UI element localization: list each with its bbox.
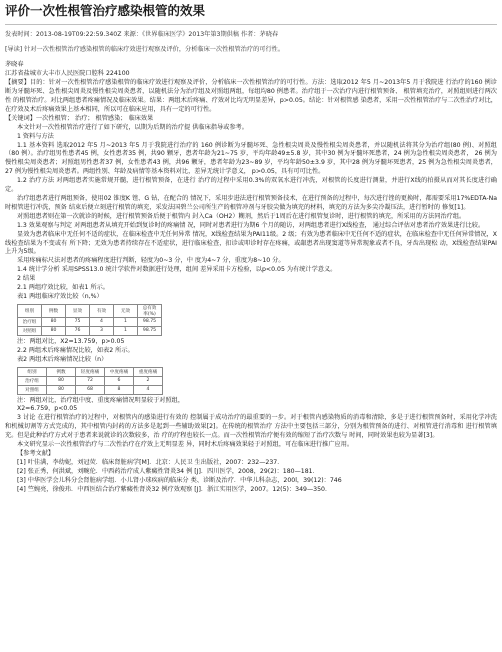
observation-paragraph: 1.3 效果观察与判定 对两组患者从填充开始到复诊时的疼痛情 况，同时对患者进行为期6 个月的随访，对两组患者进行X线检查， 通过综合评估对患者治疗效果进行比较。 — [17, 221, 485, 229]
section-heading-materials: 1 资料与方法 — [17, 132, 54, 140]
reference-item: [2] 张正秀，何洪斌，刘畹伦．中西药治疗成人紫癜性肾炎34 例 [J]．四川医学，2008，29(2)：180—181． — [17, 467, 319, 475]
table1-note: 注：两组对比，X2=13.759，p>0.05 — [17, 337, 125, 345]
table-cell: 80 — [42, 326, 66, 335]
table-cell: 4 — [90, 317, 114, 326]
table-cell: 80 — [47, 376, 76, 385]
intro-paragraph: 本文针对一次性根管治疗进行了如下研究，以期为后期的治疗提 供临床指导或参考。 — [17, 123, 248, 131]
table-cell: 3 — [90, 326, 114, 335]
table-header-row — [18, 304, 162, 317]
table2-statistic: X2=6.759，p<0.05 — [17, 405, 78, 413]
treatment-method-paragraph: 1.2 治疗方法 对两组患者实施常规开髓，进行根管预备，在进行 治疗的过程中采用0.3%的双氧水进行冲洗，对根管的长度进行测量，并进行X线的拍摄从而对其长度进行确定。 — [5, 177, 497, 194]
title-divider — [5, 24, 497, 25]
conclusion-paragraph: 本文研究显示一次性根管治疗与二次性治疗在疗效上无明显差 异，同时术后疼痛效果轻于对照组，可在临床进行推广应用。 — [17, 441, 354, 449]
table-cell: 对照组 — [18, 326, 42, 335]
table-header-cell: 组别 — [18, 367, 47, 376]
table-header-row — [18, 367, 163, 376]
author-affiliation: 江苏省盐城市大丰市人民医院口腔科 224100 — [5, 70, 130, 78]
references-heading: 【参考文献】 — [17, 450, 55, 457]
statistics-paragraph: 1.4 统计学分析 采用SPSS13.0 统计学软件对数据进行处理，组间 差异采用卡方检验，以p<0.05 为有统计学意义。 — [17, 266, 337, 274]
pain-table — [17, 367, 163, 395]
table-cell: 68 — [76, 385, 105, 394]
control-group-paragraph: 对照组患者则在第一次就诊的时候，进行根管预备后便于根管内 封入Ca（OH2）糊剂，然后于1周后在进行根管复诊时，进行根管的填充，所采用的方法同治疗组。 — [17, 212, 466, 220]
pain-scale-paragraph: 采用疼痛标尺法对患者的疼痛程度进行判断，轻度为0~3 分，中 度为4~7 分，重度为8~10 分。 — [17, 257, 285, 265]
table-cell: 80 — [47, 385, 76, 394]
table-header-cell: 显效 — [66, 304, 90, 317]
table-header-cell: 有效 — [90, 304, 114, 317]
table-row — [18, 376, 163, 385]
table-cell: 72 — [76, 376, 105, 385]
efficacy-table — [17, 304, 162, 336]
author-name: 茅晓春 — [5, 61, 24, 69]
table2-note: 注：两组对比，治疗组中度、重度疼痛情况明显较于对照组， — [17, 396, 185, 404]
table-cell: 1 — [114, 326, 138, 335]
table-cell: 98.75 — [138, 326, 162, 335]
table-cell: 75 — [66, 317, 90, 326]
table-cell: 8 — [105, 385, 134, 394]
publication-meta: 发表时间：2013-08-19T09:22:59.340Z 来源：《世界临床医学》2013年第3期供稿 作者：茅晓春 — [5, 31, 279, 39]
reference-item: [4] 竺婉亮，徐俊玮．中西医结合治疗紫癜性肾炎32 例疗效观察 [J]．浙江实用医学，2007。12(5)：349—350． — [17, 485, 332, 493]
table-row — [18, 385, 163, 394]
table-cell: 76 — [66, 326, 90, 335]
table-cell: 98.75 — [138, 317, 162, 326]
table-header-cell: 中度疼痛 — [105, 367, 134, 376]
article-page — [0, 3, 502, 652]
table-cell: 治疗组 — [18, 376, 47, 385]
discussion-paragraph: 3 讨论 在进行根管治疗的过程中，对根管内的感染进行有效的 控制属于成功治疗的最重要的一步。对于根管内感染物质的消毒和清除，多是于进行根管预备时，采用化学冲洗和机械切割等方式完成的，其中根管内封药的方法多是起到一些辅助效果[2]。在传统的根管治疗 方法中主要包括三部分，分别为根管预备的进行、对根管进行消毒和 进行根管填充。但是此种治疗方式对于患者来说就诊的次数较多，治 疗的疗程也较长一点。而一次性根管治疗便有效的缩短了治疗次数与 时间，同时效果也较为显著[3]。 — [5, 414, 497, 440]
reference-item: [1] 叶佳满，李幼妮，刘冠荧．临床肾脏病学[M]．北京：人民卫 生出版社，2007：232—237． — [17, 458, 284, 466]
table-cell: 对照组 — [18, 385, 47, 394]
table2-caption: 表2 两组术后疼痛情况比较（n） — [17, 355, 108, 363]
table-cell: 1 — [114, 317, 138, 326]
section-heading-results: 2 结果 — [17, 275, 36, 283]
treatment-group-paragraph: 治疗组患者进行两组预备，使用02 锥度K 锉、G 钻，在配合的 情况下，采用步进法进行根管预备技术，在进行预备的过程中，每次进行锉的更换时，都需要采用17%EDTA-Na 时根管进行冲洗，预备 结束后便立刻进行根管的填充，采发法国碧兰公司所生产的根管冲剂与牙胶尖做为填充的材料，填充的方法为多尖冷凝压法，进行暂时的 修复[1]。 — [5, 194, 497, 211]
table-row — [18, 326, 162, 335]
results-pain-line: 2.2 两组术后疼痛情况比较，如表2 所示。 — [17, 346, 134, 354]
table-header-cell: 重度疼痛 — [134, 367, 163, 376]
table-header-cell: 例数 — [47, 367, 76, 376]
table-cell: 80 — [42, 317, 66, 326]
table1-caption: 表1 两组临床疗效比较（n,%） — [17, 292, 103, 300]
table-header-cell: 例数 — [42, 304, 66, 317]
table-cell: 2 — [134, 376, 163, 385]
basic-data-paragraph: 1.1 基本资料 选取2012 年5 月~2013 年5 月于我院进行治疗的 160 例诊断为牙髓坏死、急性根尖周炎及慢性根尖周炎患者，并以随机法将其分为治疗组(80 例)、对照组（80 例）。治疗组男性患者45 例，女性患者35 例，共90 颗牙，患者年龄为21~75 岁，平均年龄49±5.8 岁，其中30 例为牙髓坏死患者，24 例为急性根尖周炎患者， 26 例为慢性根尖周炎患者；对照组男性患者37 例，女性患者43 例，共96 颗牙，患者年龄为23~89 岁，平均年龄50±3.9 岁，其中28 例为牙髓坏死患者，25 例为急性根尖周炎患者，27 例为慢性根尖周炎患者。两组性别、年龄及病情等基本资料对比，差异无统计学意义， p>0.05，具有可可比性。 — [5, 141, 497, 176]
table-header-cell: 无效 — [114, 304, 138, 317]
criteria-paragraph: 显效为患者临床中无任何不适的症状，在临床检查中无任何异常 情况，X线检查结果为PAI11级。2 级；有效为患者临床中无任何不适的症状，在临床检查中无任何异常情况，X线检查结果为不变或有 所下降；无效为患者持续存在不适症状，进行临床检查，扣诊或叩诊时存在疼痛，或龈患者出现窦道等异常现象或者不良，牙齿出现松 动，X线检查结果PAI 上升为5级。 — [5, 230, 497, 256]
guide-text: [导读] 针对一次性根管治疗感染根管的临床疗效进行观察及评价，分析临床一次性根管治疗的可行性。 — [5, 46, 285, 54]
keywords-line: 【关键词】一次性根管； 治疗； 根管感染； 临床效果 — [5, 114, 154, 122]
table-cell: 治疗组 — [18, 317, 42, 326]
abstract-paragraph: 【摘要】目的：针对一次性根管治疗感染根管的临床疗效进行观察及评价，分析临床一次性根管治疗的可行性。方法：选取2012 年5 月~2013年5 月于我院进 行治疗的160 例诊断为牙髓坏死、急性根尖周炎及慢性根尖周炎患者，以随机法分为治疗组及对照组两组，每组均80 例患者。治疗组于一次治疗内进行根管预备、 根管填充治疗，对照组则进行两次性 的根管治疗。对比两组患者疼痛情况及临床效果。结果：两组术后疼痛、疗效对比均无明显差异，p>0.05。结论：针对根管感 染患者，采用一次性根管治疗与二次性治疗对比，在疗效及术后疼痛效果上基本相同，所以可在临床应用，具有一定的可行性。 — [5, 79, 497, 113]
table-header-cell: 轻度疼痛 — [76, 367, 105, 376]
table-row — [18, 317, 162, 326]
article-title: 评价一次性根管治疗感染根管的效果 — [5, 3, 206, 18]
table-header-cell: 总有效率(%) — [138, 304, 162, 317]
table-cell: 4 — [134, 385, 163, 394]
reference-item: [3] 中华医学会儿科分会肾脏病学组．小儿肾小球疾病的临床分 类、诊断及治疗．中华儿科杂志，200l，39(12)：746 — [17, 476, 342, 484]
table-cell: 6 — [105, 376, 134, 385]
table-header-cell: 组别 — [18, 304, 42, 317]
results-efficacy-line: 2.1 两组疗效比较，如表1 所示。 — [17, 284, 109, 292]
